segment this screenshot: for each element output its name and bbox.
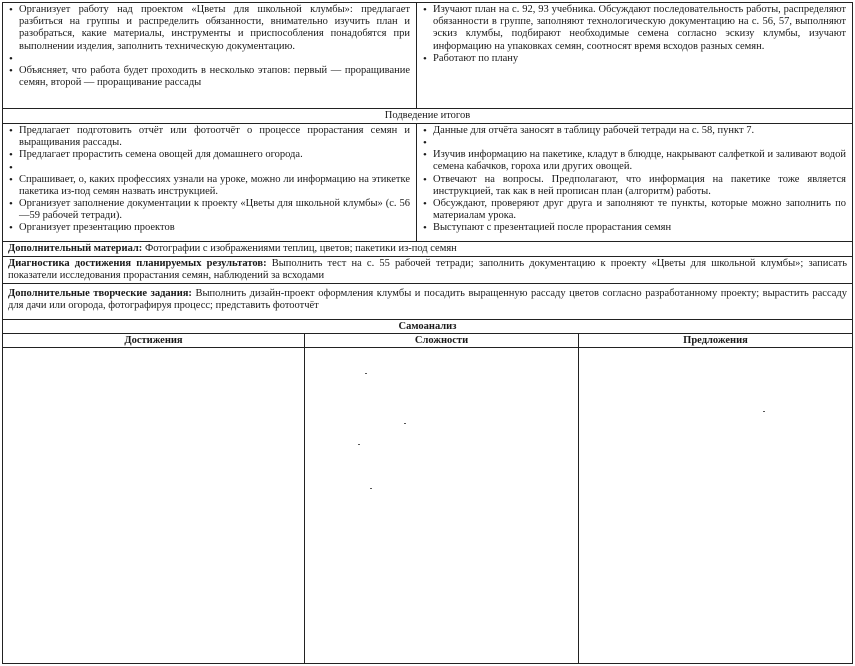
list-item: • Изучают план на с. 92, 93 учебника. Обсуждают последовательность работы, распределяют обязанности в группе, заполняют технологическую документацию на с. 56, 57, выполняют эскиз клумбы, подбирают необходимые семена согласно эскизу клумбы, изучают информацию на упаковках семян, соотносят время всходов разных семян. (423, 4, 846, 53)
difficulties-column (305, 334, 579, 663)
list-item: • Работают по плану (423, 53, 846, 65)
student-activity-cell (417, 3, 852, 108)
creative-tasks-text: Выполнить дизайн-проект оформления клумбы и посадить выращенную рассаду цветов согласно разработанному проекту; вырастить рассаду для дачи или огорода, фотографируя процесс; представить фотоотчёт (8, 288, 847, 312)
summary-section-header: Подведение итогов (3, 109, 852, 124)
student-summary-cell (417, 124, 852, 241)
extra-material-text: Фотографии с изображениями теплиц, цветов; пакетики из-под семян (142, 243, 457, 254)
list-item: • Организует презентацию проектов (9, 222, 410, 234)
suggestions-column (579, 334, 852, 663)
extra-material-row (3, 242, 852, 257)
summary-row (3, 124, 852, 242)
teacher-activity-cell (3, 3, 417, 108)
diagnostics-label: Диагностика достижения планируемых результатов: (8, 258, 267, 269)
list-item: • Отвечают на вопросы. Предполагают, что информация на пакетике тоже является инструкцией, так как в ней прописан план (алгоритм) работы. (423, 174, 846, 198)
achievements-column (3, 334, 305, 663)
scan-speck (763, 411, 765, 412)
list-item: • Объясняет, что работа будет проходить в несколько этапов: первый — проращивание семян, второй — проращивание рассады (9, 65, 410, 89)
list-item: • Обсуждают, проверяют друг друга и заполняют те пункты, которые можно заполнить по материалам урока. (423, 198, 846, 222)
teacher-summary-cell (3, 124, 417, 241)
self-analysis-title: Самоанализ (3, 320, 852, 334)
scan-speck (370, 488, 372, 489)
creative-tasks-row (3, 284, 852, 320)
creative-tasks-label: Дополнительные творческие задания: (8, 288, 192, 299)
achievements-header: Достижения (3, 334, 304, 348)
difficulties-header: Сложности (305, 334, 578, 348)
list-item: • Организует заполнение документации к проекту «Цветы для школьной клумбы» (с. 56—59 рабочей тетради). (9, 198, 410, 222)
scan-speck (365, 373, 367, 374)
list-item: • Данные для отчёта заносят в таблицу рабочей тетради на с. 58, пункт 7. (423, 125, 846, 137)
list-item: • Организует работу над проектом «Цветы для школьной клумбы»: предлагает разбиться на группы и распределить обязанности, внимательно изучить план и разобраться, какие материалы, инструменты и приспособления понадобятся при выполнении изделия, заполнить техническую документацию. (9, 4, 410, 53)
extra-material-label: Дополнительный материал: (8, 243, 143, 254)
list-item: • Спрашивает, о, каких профессиях узнали на уроке, можно ли информацию на этикетке пакетика из-под семян назвать инструкцией. (9, 174, 410, 198)
list-item: • Предлагает подготовить отчёт или фотоотчёт о процессе прорастания семян и выращивания рассады. (9, 125, 410, 149)
list-item: • Предлагает прорастить семена овощей для домашнего огорода. (9, 149, 410, 161)
suggestions-header: Предложения (579, 334, 852, 348)
diagnostics-row (3, 257, 852, 284)
scan-speck (404, 423, 406, 424)
scan-speck (358, 444, 360, 445)
diagnostics-text: Выполнить тест на с. 55 рабочей тетради; заполнить документацию к проекту «Цветы для школьной клумбы»; записать показатели исследования прорастания семян, наблюдений за всходами (8, 258, 847, 282)
activity-row (3, 3, 852, 109)
list-item: • Выступают с презентацией после прорастания семян (423, 222, 846, 234)
list-item: • Изучив информацию на пакетике, кладут в блюдце, накрывают салфеткой и заливают водой семена кабачков, гороха или других овощей. (423, 149, 846, 173)
lesson-plan-table (2, 2, 853, 664)
self-analysis-table (3, 334, 852, 663)
